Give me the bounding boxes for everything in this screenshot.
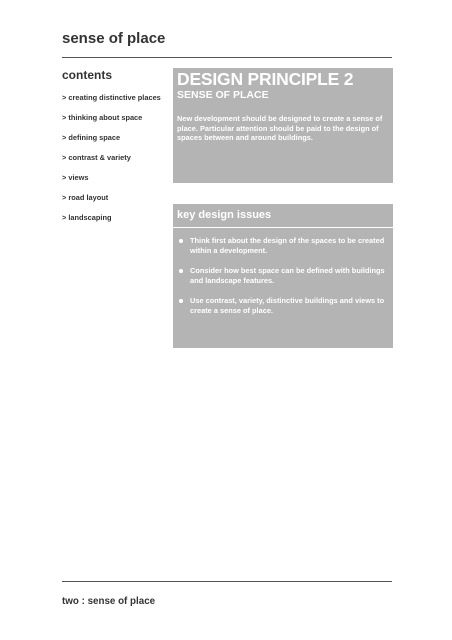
key-design-issues-panel: [173, 204, 393, 348]
principle-body: New development should be designed to create a sense of place. Particular attention should be paid to the design of spaces between and around buildings.: [177, 114, 383, 142]
issues-list: [177, 236, 389, 315]
contents-list: [62, 93, 162, 222]
design-principle-panel: [173, 68, 393, 183]
contents-title: contents: [62, 68, 113, 82]
issue-item: [177, 236, 389, 255]
issue-item: [177, 296, 389, 315]
contents-item-views[interactable]: > views: [62, 173, 89, 182]
contents-item-contrast-variety[interactable]: > contrast & variety: [62, 153, 131, 162]
contents-item-defining-space[interactable]: > defining space: [62, 133, 121, 142]
page-title: sense of place: [62, 30, 166, 47]
page-footer: two : sense of place: [62, 596, 156, 607]
contents-item-creating-distinctive-places[interactable]: > creating distinctive places: [62, 93, 161, 102]
contents-sidebar: [62, 68, 162, 233]
header-divider: [62, 57, 392, 58]
bullet-icon: [179, 299, 183, 303]
contents-item-thinking-about-space[interactable]: > thinking about space: [62, 113, 143, 122]
issue-text: Think first about the design of the spaces to be created within a development.: [190, 236, 385, 255]
bullet-icon: [179, 239, 183, 243]
bullet-icon: [179, 269, 183, 273]
issue-text: Use contrast, variety, distinctive buildings and views to create a sense of place.: [190, 296, 385, 315]
issues-title: key design issues: [177, 209, 272, 221]
contents-item-road-layout[interactable]: > road layout: [62, 193, 109, 202]
principle-title: DESIGN PRINCIPLE 2: [177, 69, 354, 89]
issue-item: [177, 266, 389, 285]
issue-text: Consider how best space can be defined with buildings and landscape features.: [190, 266, 385, 285]
issues-divider: [173, 227, 393, 228]
contents-item-landscaping[interactable]: > landscaping: [62, 213, 112, 222]
footer-divider: [62, 581, 392, 582]
principle-subtitle: SENSE OF PLACE: [177, 89, 269, 101]
